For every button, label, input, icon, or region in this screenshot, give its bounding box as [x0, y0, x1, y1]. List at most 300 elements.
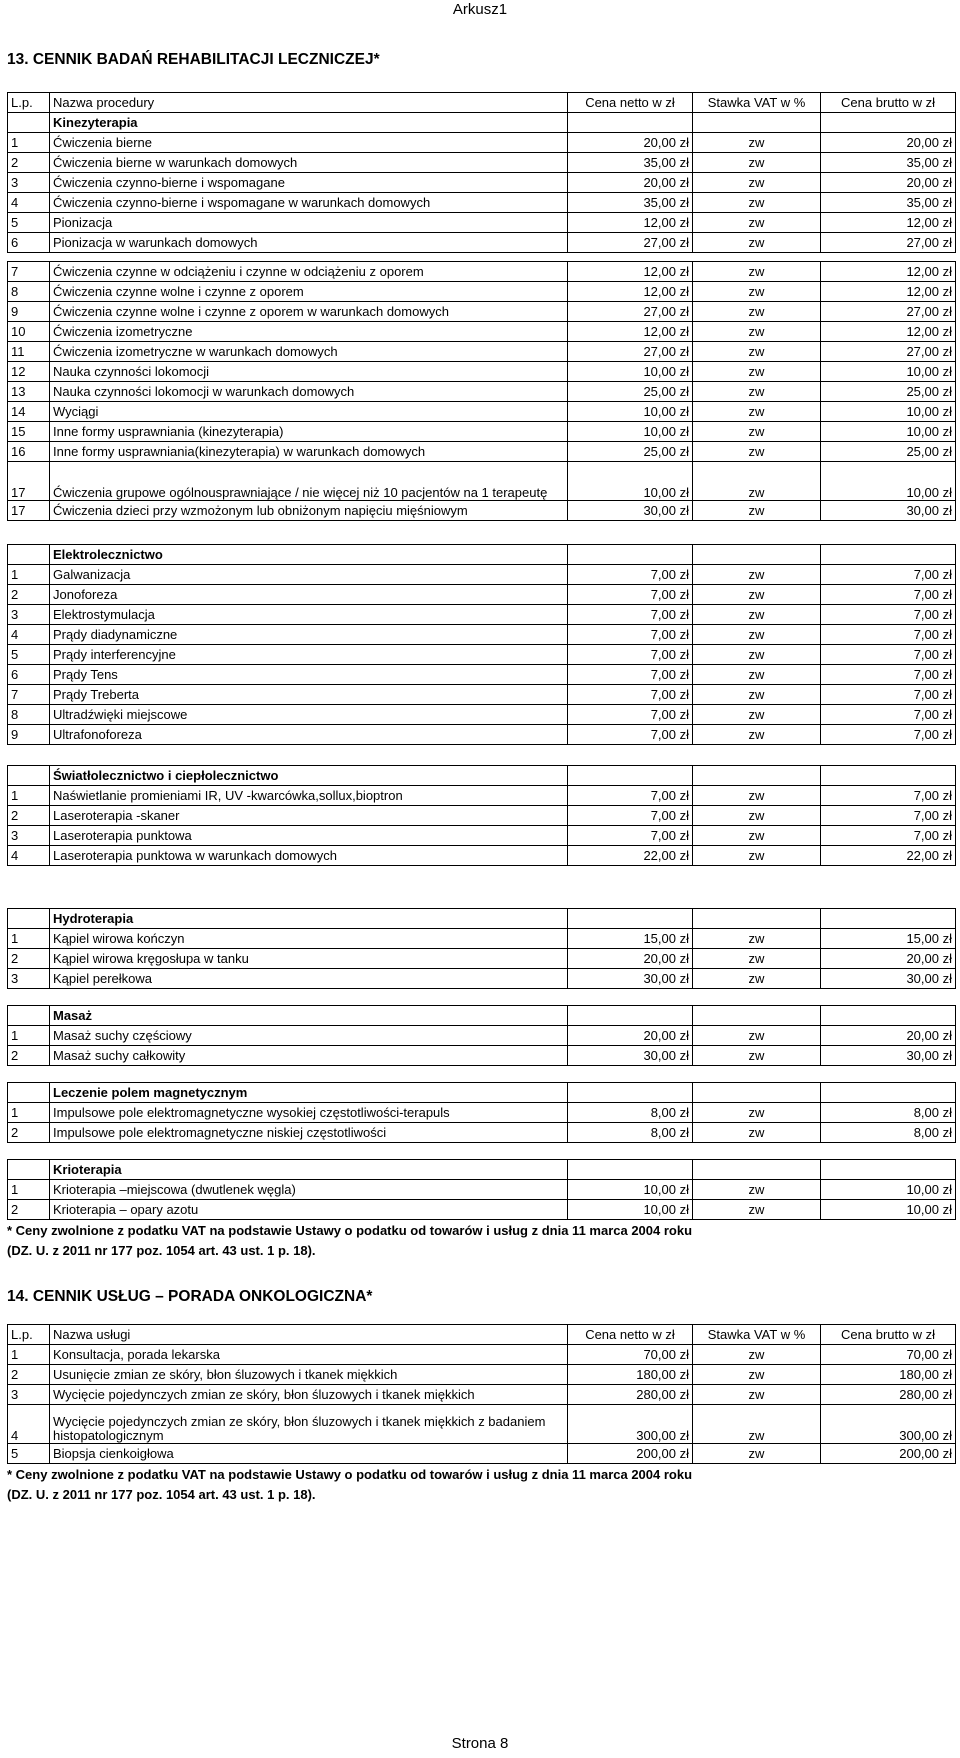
row-vat-rate: zw	[693, 685, 821, 705]
row-number: 3	[8, 826, 50, 846]
row-name: Impulsowe pole elektromagnetyczne niskiej częstotliwości	[50, 1123, 568, 1143]
sheet-header: Arkusz1	[452, 1, 508, 18]
row-number: 2	[8, 1046, 50, 1066]
category-spacer	[693, 545, 821, 565]
row-vat-rate: zw	[693, 665, 821, 685]
row-net-price: 27,00 zł	[568, 342, 693, 362]
row-number: 8	[8, 282, 50, 302]
row-vat-rate: zw	[693, 302, 821, 322]
table-row	[8, 262, 956, 282]
row-net-price: 30,00 zł	[568, 501, 693, 521]
row-vat-rate: zw	[693, 1180, 821, 1200]
category-name: Masaż	[50, 1006, 568, 1026]
row-vat-rate: zw	[693, 501, 821, 521]
row-name: Wycięcie pojedynczych zmian ze skóry, błon śluzowych i tkanek miękkich	[50, 1385, 568, 1405]
row-name: Galwanizacja	[50, 565, 568, 585]
table-row	[8, 645, 956, 665]
row-gross-price: 20,00 zł	[821, 1026, 956, 1046]
row-number: 2	[8, 1200, 50, 1220]
row-name: Pionizacja w warunkach domowych	[50, 233, 568, 253]
row-gross-price: 7,00 zł	[821, 565, 956, 585]
table-row	[8, 1345, 956, 1365]
row-number: 15	[8, 422, 50, 442]
category-spacer	[8, 766, 50, 786]
row-number: 16	[8, 442, 50, 462]
row-net-price: 180,00 zł	[568, 1365, 693, 1385]
row-vat-rate: zw	[693, 949, 821, 969]
row-gross-price: 300,00 zł	[821, 1405, 956, 1444]
row-gross-price: 20,00 zł	[821, 173, 956, 193]
table-row	[8, 585, 956, 605]
row-vat-rate: zw	[693, 705, 821, 725]
row-vat-rate: zw	[693, 969, 821, 989]
category-spacer	[693, 909, 821, 929]
row-vat-rate: zw	[693, 929, 821, 949]
row-number: 8	[8, 705, 50, 725]
spacer-cell	[8, 866, 956, 909]
row-gross-price: 12,00 zł	[821, 282, 956, 302]
row-number: 13	[8, 382, 50, 402]
row-gross-price: 25,00 zł	[821, 382, 956, 402]
row-number: 7	[8, 262, 50, 282]
category-spacer	[821, 766, 956, 786]
table-row	[8, 462, 956, 501]
row-gross-price: 180,00 zł	[821, 1365, 956, 1385]
row-name: Inne formy usprawniania(kinezyterapia) w warunkach domowych	[50, 442, 568, 462]
row-net-price: 30,00 zł	[568, 969, 693, 989]
table-row	[8, 322, 956, 342]
vat-note-14: * Ceny zwolnione z podatku VAT na podstawie Ustawy o podatku od towarów i usług z dnia 11 marca 2004 roku	[7, 1467, 693, 1482]
row-net-price: 12,00 zł	[568, 282, 693, 302]
row-gross-price: 12,00 zł	[821, 322, 956, 342]
row-net-price: 70,00 zł	[568, 1345, 693, 1365]
row-vat-rate: zw	[693, 1444, 821, 1464]
column-header-lp: L.p.	[8, 1325, 50, 1345]
page-footer: Strona 8	[451, 1735, 509, 1752]
row-gross-price: 10,00 zł	[821, 1180, 956, 1200]
row-vat-rate: zw	[693, 1405, 821, 1444]
row-name: Prądy diadynamiczne	[50, 625, 568, 645]
table-row	[8, 382, 956, 402]
row-net-price: 7,00 zł	[568, 705, 693, 725]
row-name: Laseroterapia punktowa w warunkach domowych	[50, 846, 568, 866]
row-name: Ćwiczenia izometryczne w warunkach domowych	[50, 342, 568, 362]
vat-legal-ref-14: (DZ. U. z 2011 nr 177 poz. 1054 art. 43 ust. 1 p. 18).	[7, 1487, 316, 1502]
vat-legal-ref-13: (DZ. U. z 2011 nr 177 poz. 1054 art. 43 ust. 1 p. 18).	[7, 1243, 316, 1258]
row-name: Ćwiczenia bierne	[50, 133, 568, 153]
row-gross-price: 7,00 zł	[821, 665, 956, 685]
row-name: Prądy Tens	[50, 665, 568, 685]
row-net-price: 22,00 zł	[568, 846, 693, 866]
row-gross-price: 30,00 zł	[821, 1046, 956, 1066]
category-spacer	[568, 1160, 693, 1180]
column-header-gross: Cena brutto w zł	[821, 93, 956, 113]
spacer-row	[8, 745, 956, 766]
category-spacer	[8, 113, 50, 133]
category-spacer	[568, 909, 693, 929]
category-name: Kinezyterapia	[50, 113, 568, 133]
table-row	[8, 929, 956, 949]
row-net-price: 7,00 zł	[568, 806, 693, 826]
row-vat-rate: zw	[693, 233, 821, 253]
row-number: 17	[8, 501, 50, 521]
section-13-title: 13. CENNIK BADAŃ REHABILITACJI LECZNICZEJ*	[7, 51, 380, 68]
table-row	[8, 1180, 956, 1200]
spacer-row	[8, 1143, 956, 1160]
row-name: Laseroterapia punktowa	[50, 826, 568, 846]
table-row	[8, 153, 956, 173]
row-gross-price: 30,00 zł	[821, 501, 956, 521]
row-number: 5	[8, 213, 50, 233]
spacer-cell	[8, 989, 956, 1006]
row-gross-price: 70,00 zł	[821, 1345, 956, 1365]
row-name: Ćwiczenia izometryczne	[50, 322, 568, 342]
category-spacer	[693, 1083, 821, 1103]
row-name: Ultrafonoforeza	[50, 725, 568, 745]
row-number: 9	[8, 725, 50, 745]
row-name: Masaż suchy częściowy	[50, 1026, 568, 1046]
table-header-row	[8, 93, 956, 113]
column-header-vat: Stawka VAT w %	[693, 93, 821, 113]
row-name: Wycięcie pojedynczych zmian ze skóry, błon śluzowych i tkanek miękkich z badaniem histopatologicznym	[50, 1405, 568, 1444]
row-name: Kąpiel wirowa kręgosłupa w tanku	[50, 949, 568, 969]
row-number: 14	[8, 402, 50, 422]
category-name: Krioterapia	[50, 1160, 568, 1180]
table-row	[8, 1444, 956, 1464]
table-row	[8, 725, 956, 745]
row-vat-rate: zw	[693, 1200, 821, 1220]
row-name: Ćwiczenia czynno-bierne i wspomagane	[50, 173, 568, 193]
row-vat-rate: zw	[693, 382, 821, 402]
category-row	[8, 1160, 956, 1180]
section-14-title: 14. CENNIK USŁUG – PORADA ONKOLOGICZNA*	[7, 1288, 373, 1305]
row-net-price: 7,00 zł	[568, 826, 693, 846]
row-number: 6	[8, 665, 50, 685]
category-spacer	[821, 909, 956, 929]
row-gross-price: 30,00 zł	[821, 969, 956, 989]
category-spacer	[8, 1083, 50, 1103]
table-header-row	[8, 1325, 956, 1345]
spacer-row	[8, 521, 956, 545]
row-number: 10	[8, 322, 50, 342]
table-row	[8, 1046, 956, 1066]
row-net-price: 27,00 zł	[568, 302, 693, 322]
row-gross-price: 22,00 zł	[821, 846, 956, 866]
table-row	[8, 213, 956, 233]
row-net-price: 7,00 zł	[568, 786, 693, 806]
table-row	[8, 1103, 956, 1123]
rehab-price-table	[7, 92, 956, 1220]
row-name: Usunięcie zmian ze skóry, błon śluzowych i tkanek miękkich	[50, 1365, 568, 1385]
column-header-gross: Cena brutto w zł	[821, 1325, 956, 1345]
row-net-price: 300,00 zł	[568, 1405, 693, 1444]
category-spacer	[568, 1083, 693, 1103]
spacer-row	[8, 253, 956, 262]
table-row	[8, 605, 956, 625]
row-number: 5	[8, 1444, 50, 1464]
row-gross-price: 7,00 zł	[821, 826, 956, 846]
table-row	[8, 1405, 956, 1444]
row-gross-price: 10,00 zł	[821, 362, 956, 382]
row-vat-rate: zw	[693, 173, 821, 193]
row-net-price: 12,00 zł	[568, 322, 693, 342]
column-header-vat: Stawka VAT w %	[693, 1325, 821, 1345]
row-gross-price: 27,00 zł	[821, 342, 956, 362]
row-gross-price: 10,00 zł	[821, 422, 956, 442]
row-net-price: 7,00 zł	[568, 565, 693, 585]
row-number: 3	[8, 1385, 50, 1405]
column-header-name: Nazwa usługi	[50, 1325, 568, 1345]
table-row	[8, 1123, 956, 1143]
column-header-name: Nazwa procedury	[50, 93, 568, 113]
vat-note-13: * Ceny zwolnione z podatku VAT na podstawie Ustawy o podatku od towarów i usług z dnia 11 marca 2004 roku	[7, 1223, 693, 1238]
row-number: 2	[8, 1365, 50, 1385]
row-number: 1	[8, 1026, 50, 1046]
row-vat-rate: zw	[693, 213, 821, 233]
row-gross-price: 10,00 zł	[821, 402, 956, 422]
row-gross-price: 35,00 zł	[821, 153, 956, 173]
row-name: Krioterapia – opary azotu	[50, 1200, 568, 1220]
row-number: 1	[8, 786, 50, 806]
row-name: Ćwiczenia bierne w warunkach domowych	[50, 153, 568, 173]
spacer-row	[8, 1066, 956, 1083]
row-vat-rate: zw	[693, 1046, 821, 1066]
row-name: Ćwiczenia czynne w odciążeniu i czynne w odciążeniu z oporem	[50, 262, 568, 282]
row-gross-price: 8,00 zł	[821, 1103, 956, 1123]
row-gross-price: 25,00 zł	[821, 442, 956, 462]
row-vat-rate: zw	[693, 282, 821, 302]
category-spacer	[693, 1006, 821, 1026]
row-number: 1	[8, 565, 50, 585]
table-row	[8, 302, 956, 322]
oncology-price-table	[7, 1324, 956, 1464]
row-gross-price: 7,00 zł	[821, 625, 956, 645]
table-row	[8, 282, 956, 302]
row-number: 17	[8, 462, 50, 501]
row-net-price: 7,00 zł	[568, 645, 693, 665]
row-number: 12	[8, 362, 50, 382]
row-name: Prądy interferencyjne	[50, 645, 568, 665]
row-number: 1	[8, 1103, 50, 1123]
table-row	[8, 402, 956, 422]
category-spacer	[821, 1006, 956, 1026]
category-row	[8, 1083, 956, 1103]
category-spacer	[693, 113, 821, 133]
category-name: Leczenie polem magnetycznym	[50, 1083, 568, 1103]
column-header-net: Cena netto w zł	[568, 1325, 693, 1345]
category-row	[8, 1006, 956, 1026]
table-row	[8, 173, 956, 193]
category-spacer	[821, 1160, 956, 1180]
row-number: 4	[8, 1405, 50, 1444]
row-vat-rate: zw	[693, 422, 821, 442]
row-number: 11	[8, 342, 50, 362]
row-name: Masaż suchy całkowity	[50, 1046, 568, 1066]
category-spacer	[8, 1160, 50, 1180]
row-net-price: 7,00 zł	[568, 665, 693, 685]
row-gross-price: 280,00 zł	[821, 1385, 956, 1405]
table-row	[8, 362, 956, 382]
row-number: 4	[8, 846, 50, 866]
row-net-price: 7,00 zł	[568, 585, 693, 605]
category-spacer	[8, 909, 50, 929]
row-vat-rate: zw	[693, 402, 821, 422]
row-number: 6	[8, 233, 50, 253]
category-spacer	[821, 113, 956, 133]
row-net-price: 15,00 zł	[568, 929, 693, 949]
row-vat-rate: zw	[693, 1365, 821, 1385]
row-number: 7	[8, 685, 50, 705]
row-name: Konsultacja, porada lekarska	[50, 1345, 568, 1365]
row-gross-price: 200,00 zł	[821, 1444, 956, 1464]
row-vat-rate: zw	[693, 846, 821, 866]
row-name: Naświetlanie promieniami IR, UV -kwarcówka,sollux,bioptron	[50, 786, 568, 806]
row-number: 3	[8, 173, 50, 193]
column-header-net: Cena netto w zł	[568, 93, 693, 113]
table-row	[8, 949, 956, 969]
row-vat-rate: zw	[693, 1345, 821, 1365]
row-net-price: 20,00 zł	[568, 133, 693, 153]
row-vat-rate: zw	[693, 193, 821, 213]
row-number: 1	[8, 1345, 50, 1365]
table-row	[8, 422, 956, 442]
row-gross-price: 12,00 zł	[821, 213, 956, 233]
row-vat-rate: zw	[693, 362, 821, 382]
row-vat-rate: zw	[693, 565, 821, 585]
row-number: 2	[8, 153, 50, 173]
row-vat-rate: zw	[693, 1385, 821, 1405]
row-net-price: 7,00 zł	[568, 605, 693, 625]
category-spacer	[8, 1006, 50, 1026]
row-vat-rate: zw	[693, 826, 821, 846]
row-gross-price: 7,00 zł	[821, 786, 956, 806]
row-gross-price: 12,00 zł	[821, 262, 956, 282]
table-row	[8, 342, 956, 362]
row-name: Ćwiczenia czynne wolne i czynne z oporem	[50, 282, 568, 302]
row-net-price: 10,00 zł	[568, 1200, 693, 1220]
row-name: Ćwiczenia czynne wolne i czynne z oporem w warunkach domowych	[50, 302, 568, 322]
category-spacer	[568, 113, 693, 133]
row-vat-rate: zw	[693, 1103, 821, 1123]
table-row	[8, 133, 956, 153]
row-vat-rate: zw	[693, 342, 821, 362]
row-vat-rate: zw	[693, 645, 821, 665]
row-name: Laseroterapia -skaner	[50, 806, 568, 826]
row-net-price: 30,00 zł	[568, 1046, 693, 1066]
row-vat-rate: zw	[693, 442, 821, 462]
row-gross-price: 20,00 zł	[821, 133, 956, 153]
category-spacer	[568, 545, 693, 565]
category-spacer	[821, 545, 956, 565]
row-net-price: 10,00 zł	[568, 462, 693, 501]
category-spacer	[568, 766, 693, 786]
row-number: 4	[8, 625, 50, 645]
row-gross-price: 7,00 zł	[821, 685, 956, 705]
row-net-price: 8,00 zł	[568, 1123, 693, 1143]
row-gross-price: 7,00 zł	[821, 806, 956, 826]
row-number: 2	[8, 806, 50, 826]
row-name: Impulsowe pole elektromagnetyczne wysokiej częstotliwości-terapuls	[50, 1103, 568, 1123]
row-gross-price: 10,00 zł	[821, 462, 956, 501]
row-number: 1	[8, 1180, 50, 1200]
row-name: Ćwiczenia czynno-bierne i wspomagane w warunkach domowych	[50, 193, 568, 213]
table-row	[8, 442, 956, 462]
spacer-cell	[8, 521, 956, 545]
row-name: Kąpiel wirowa kończyn	[50, 929, 568, 949]
row-net-price: 7,00 zł	[568, 685, 693, 705]
category-spacer	[568, 1006, 693, 1026]
category-row	[8, 113, 956, 133]
table-row	[8, 969, 956, 989]
row-net-price: 10,00 zł	[568, 362, 693, 382]
table-row	[8, 501, 956, 521]
row-vat-rate: zw	[693, 153, 821, 173]
row-vat-rate: zw	[693, 1123, 821, 1143]
row-gross-price: 20,00 zł	[821, 949, 956, 969]
row-vat-rate: zw	[693, 605, 821, 625]
row-name: Biopsja cienkoigłowa	[50, 1444, 568, 1464]
table-row	[8, 806, 956, 826]
row-gross-price: 8,00 zł	[821, 1123, 956, 1143]
row-number: 1	[8, 133, 50, 153]
row-net-price: 25,00 zł	[568, 382, 693, 402]
row-vat-rate: zw	[693, 786, 821, 806]
row-net-price: 27,00 zł	[568, 233, 693, 253]
row-vat-rate: zw	[693, 133, 821, 153]
row-net-price: 20,00 zł	[568, 173, 693, 193]
table-row	[8, 846, 956, 866]
row-gross-price: 35,00 zł	[821, 193, 956, 213]
spacer-row	[8, 866, 956, 909]
row-name: Wyciągi	[50, 402, 568, 422]
row-net-price: 35,00 zł	[568, 153, 693, 173]
table-row	[8, 685, 956, 705]
row-net-price: 7,00 zł	[568, 725, 693, 745]
row-net-price: 8,00 zł	[568, 1103, 693, 1123]
row-vat-rate: zw	[693, 1026, 821, 1046]
table-row	[8, 233, 956, 253]
row-number: 5	[8, 645, 50, 665]
spacer-cell	[8, 1143, 956, 1160]
category-row	[8, 766, 956, 786]
row-name: Nauka czynności lokomocji w warunkach domowych	[50, 382, 568, 402]
row-net-price: 280,00 zł	[568, 1385, 693, 1405]
row-name: Ultradźwięki miejscowe	[50, 705, 568, 725]
row-number: 2	[8, 949, 50, 969]
category-row	[8, 545, 956, 565]
row-name: Ćwiczenia dzieci przy wzmożonym lub obniżonym napięciu mięśniowym	[50, 501, 568, 521]
row-net-price: 10,00 zł	[568, 422, 693, 442]
row-net-price: 25,00 zł	[568, 442, 693, 462]
spacer-cell	[8, 253, 956, 262]
category-spacer	[821, 1083, 956, 1103]
row-name: Krioterapia –miejscowa (dwutlenek węgla)	[50, 1180, 568, 1200]
row-name: Prądy Treberta	[50, 685, 568, 705]
column-header-lp: L.p.	[8, 93, 50, 113]
row-gross-price: 27,00 zł	[821, 302, 956, 322]
row-number: 4	[8, 193, 50, 213]
row-gross-price: 27,00 zł	[821, 233, 956, 253]
table-row	[8, 1385, 956, 1405]
row-name: Elektrostymulacja	[50, 605, 568, 625]
row-vat-rate: zw	[693, 625, 821, 645]
row-net-price: 12,00 zł	[568, 213, 693, 233]
category-name: Hydroterapia	[50, 909, 568, 929]
row-number: 2	[8, 585, 50, 605]
table-row	[8, 665, 956, 685]
category-spacer	[8, 545, 50, 565]
category-name: Światłolecznictwo i ciepłolecznictwo	[50, 766, 568, 786]
